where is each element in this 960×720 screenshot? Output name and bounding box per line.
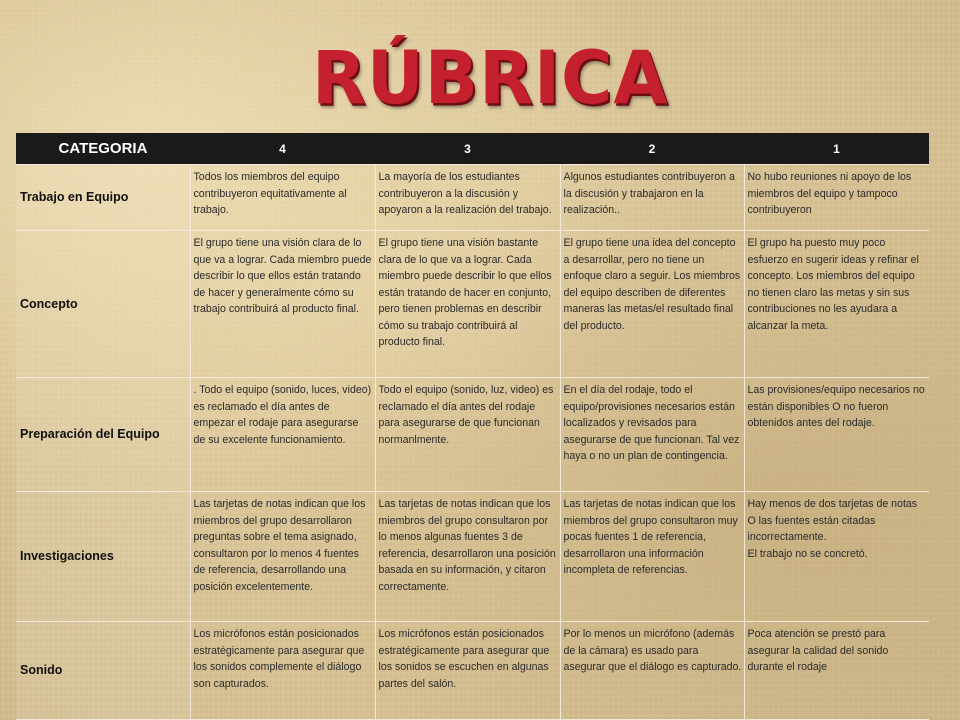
cell-score-1: Las provisiones/equipo necesarios no están disponibles O no fueron obtenidos antes del rodaje.: [744, 378, 929, 492]
cell-score-1: Hay menos de dos tarjetas de notas O las fuentes están citadas incorrectamente. El trabajo no se concretó.: [744, 492, 929, 622]
table-row-investigaciones: [16, 492, 929, 622]
cell-score-3: El grupo tiene una visión bastante clara de lo que va a lograr. Cada miembro puede describir lo que ellos están tratando de hacer en conjunto, pero tienen problemas en describir cómo su trabajo contribuirá al producto final.: [375, 231, 560, 378]
cell-score-3: Las tarjetas de notas indican que los miembros del grupo consultaron por lo menos algunas fuentes 3 de referencia, desarrollaron una posición basada en su información, y citaron correctamente.: [375, 492, 560, 622]
cell-score-4: Todos los miembros del equipo contribuyeron equitativamente al trabajo.: [190, 165, 375, 231]
cell-score-2: El grupo tiene una idea del concepto a desarrollar, pero no tiene un enfoque claro a seguir. Los miembros del equipo describen de diferentes maneras las metas/el resultado final del producto.: [560, 231, 744, 378]
header-row: [16, 133, 929, 165]
header-score-1: 1: [744, 133, 929, 165]
row-category: Sonido: [16, 622, 190, 720]
header-score-3: 3: [375, 133, 560, 165]
table-row-sonido: [16, 622, 929, 720]
cell-score-2: Las tarjetas de notas indican que los miembros del grupo consultaron muy pocas fuentes 1 de referencia, desarrollaron una información incompleta de referencias.: [560, 492, 744, 622]
rubric-table: [16, 133, 929, 720]
cell-score-4: Las tarjetas de notas indican que los miembros del grupo desarrollaron preguntas sobre el tema asignado, consultaron por lo menos 4 fuentes de referencia, desarrollando una posición excelentemente.: [190, 492, 375, 622]
row-category: Trabajo en Equipo: [16, 165, 190, 231]
cell-score-2: Algunos estudiantes contribuyeron a la discusión y trabajaron en la realización..: [560, 165, 744, 231]
cell-score-2: Por lo menos un micrófono (además de la cámara) es usado para asegurar que el diálogo es capturado.: [560, 622, 744, 720]
table-row-concepto: [16, 231, 929, 378]
cell-score-4: Los micrófonos están posicionados estratégicamente para asegurar que los sonidos complemente el diálogo son capturados.: [190, 622, 375, 720]
row-category: Concepto: [16, 231, 190, 378]
cell-score-4: El grupo tiene una visión clara de lo que va a lograr. Cada miembro puede describir lo que ellos están tratando de hacer y generalmente cómo su trabajo contribuirá al producto final.: [190, 231, 375, 378]
cell-score-1: El grupo ha puesto muy poco esfuerzo en sugerir ideas y refinar el concepto. Los miembros del equipo no tienen claro las metas y sin sus contribuciones no les ayudara a alcanzar la meta.: [744, 231, 929, 378]
cell-score-1: No hubo reuniones ni apoyo de los miembros del equipo y tampoco contribuyeron: [744, 165, 929, 231]
page-title: RÚBRICA: [312, 34, 669, 122]
row-category: Preparación del Equipo: [16, 378, 190, 492]
table-row-trabajo-en-equipo: [16, 165, 929, 231]
cell-score-3: La mayoría de los estudiantes contribuyeron a la discusión y apoyaron a la realización del trabajo.: [375, 165, 560, 231]
cell-score-2: En el día del rodaje, todo el equipo/provisiones necesarios están localizados y revisados para asegurarse de que funcionan. Tal vez haya o no un plan de contingencia.: [560, 378, 744, 492]
cell-score-1: Poca atención se prestó para asegurar la calidad del sonido durante el rodaje: [744, 622, 929, 720]
row-category: Investigaciones: [16, 492, 190, 622]
cell-score-4: . Todo el equipo (sonido, luces, video) es reclamado el día antes de empezar el rodaje para asegurarse de su excelente funcionamiento.: [190, 378, 375, 492]
header-category: CATEGORIA: [16, 133, 190, 165]
cell-score-3: Los micrófonos están posicionados estratégicamente para asegurar que los sonidos se escuchen en algunas partes del salón.: [375, 622, 560, 720]
header-score-2: 2: [560, 133, 744, 165]
header-score-4: 4: [190, 133, 375, 165]
cell-score-3: Todo el equipo (sonido, luz, video) es reclamado el día antes del rodaje para asegurarse de que funcionan normanlmente.: [375, 378, 560, 492]
table-row-preparacion-del-equipo: [16, 378, 929, 492]
